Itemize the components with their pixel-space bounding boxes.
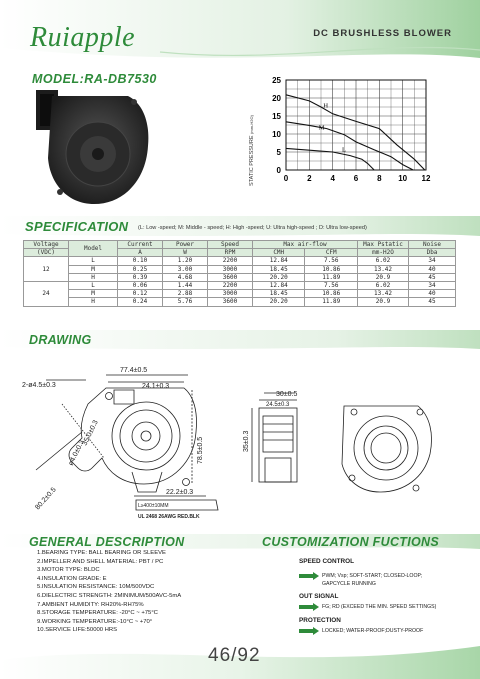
dim-d1: 24.1±0.3 bbox=[142, 383, 170, 390]
x-tick-label: 4 bbox=[330, 174, 335, 183]
blower-photo bbox=[32, 84, 152, 209]
speed-control-text: PWM; Vsp; SOFT-START; CLOSED-LOOP; GAPCYCLE RUNNING bbox=[322, 573, 423, 587]
table-cell: 12.84 bbox=[253, 281, 305, 289]
series-label-H: H bbox=[323, 102, 329, 110]
chart-ylabel: STATIC PRESSURE (mm-H2O) bbox=[249, 115, 255, 186]
th-unit-mmh2o: mm-H2O bbox=[358, 249, 409, 257]
general-item: 7.AMBIENT HUMIDITY: RH20%-RH75% bbox=[37, 601, 144, 608]
arrow-icon bbox=[299, 603, 319, 611]
th-unit-rpm: RPM bbox=[208, 249, 253, 257]
general-item: 4.INSULATION GRADE: E bbox=[37, 575, 107, 582]
x-tick-label: 0 bbox=[283, 174, 289, 183]
general-item: 1.BEARING TYPE: BALL BEARING OR SLEEVE bbox=[37, 550, 166, 556]
table-cell: M bbox=[69, 265, 118, 273]
table-cell: L bbox=[69, 257, 118, 265]
table-cell: 0.25 bbox=[118, 265, 163, 273]
dim-lead: L≥400±10MM bbox=[138, 503, 169, 509]
x-tick-label: 2 bbox=[307, 174, 312, 183]
general-item: 6.DIELECTRIC STRENGTH: 2MINIMUM/500AVC-5mA bbox=[37, 592, 182, 599]
series-line-H bbox=[286, 95, 425, 170]
table-cell: 34 bbox=[409, 281, 456, 289]
table-cell: 45 bbox=[409, 298, 456, 306]
table-cell: 3600 bbox=[208, 298, 253, 306]
table-row bbox=[24, 281, 456, 289]
out-signal-heading: OUT SIGNAL bbox=[299, 593, 339, 600]
table-cell: 4.68 bbox=[163, 273, 208, 281]
voltage-cell: 12 bbox=[24, 257, 69, 282]
general-item: 8.STORAGE TEMPERATURE: -20°C ~ +75°C bbox=[37, 610, 158, 617]
dim-side-h: 35±0.3 bbox=[243, 430, 250, 452]
series-line-L bbox=[286, 148, 374, 170]
dim-height: 78.5±0.5 bbox=[197, 436, 204, 464]
table-cell: 20.20 bbox=[253, 273, 305, 281]
th-model: Model bbox=[69, 241, 118, 257]
table-cell: 18.45 bbox=[253, 265, 305, 273]
table-cell: 3000 bbox=[208, 290, 253, 298]
table-cell: 40 bbox=[409, 290, 456, 298]
out-signal-text: FG; RD (EXCEED THE MIN. SPEED SETTINGS) bbox=[322, 604, 437, 610]
series-label-M: M bbox=[318, 124, 325, 132]
th-unit-w: W bbox=[163, 249, 208, 257]
table-cell: H bbox=[69, 298, 118, 306]
table-cell: 2200 bbox=[208, 257, 253, 265]
table-cell: 0.39 bbox=[118, 273, 163, 281]
th-airflow: Max air-flow bbox=[253, 241, 358, 249]
table-cell: 10.86 bbox=[305, 290, 358, 298]
th-unit-cmh: CMH bbox=[253, 249, 305, 257]
protection-heading: PROTECTION bbox=[299, 617, 341, 624]
y-tick-label: 15 bbox=[272, 112, 281, 121]
y-tick-label: 0 bbox=[276, 166, 281, 175]
th-current: Current bbox=[118, 241, 163, 249]
dim-d2: ø4.0±0.3 bbox=[67, 439, 86, 467]
header-title: DC BRUSHLESS BLOWER bbox=[313, 28, 452, 39]
th-speed: Speed bbox=[208, 241, 253, 249]
th-vdc: (VDC) bbox=[24, 249, 69, 257]
x-tick-label: 10 bbox=[398, 174, 408, 183]
table-cell: 13.42 bbox=[358, 290, 409, 298]
table-cell: 13.42 bbox=[358, 265, 409, 273]
table-cell: 0.10 bbox=[118, 257, 163, 265]
table-cell: 7.56 bbox=[305, 281, 358, 289]
speed-control-heading: SPEED CONTROL bbox=[299, 558, 355, 565]
table-cell: 6.02 bbox=[358, 281, 409, 289]
dim-wire: UL 2468 26AWG RED.BLK bbox=[138, 514, 200, 520]
dim-width: 77.4±0.5 bbox=[120, 367, 148, 374]
general-item: 9.WORKING TEMPERATURE:-10°C ~ +70° bbox=[37, 618, 153, 625]
chart-lines bbox=[286, 95, 425, 170]
th-pstatic: Max Pstatic bbox=[358, 241, 409, 249]
th-unit-dba: Dba bbox=[409, 249, 456, 257]
table-cell: 20.9 bbox=[358, 298, 409, 306]
table-row bbox=[24, 298, 456, 306]
dim-depth: 30±0.5 bbox=[276, 391, 298, 398]
y-tick-label: 10 bbox=[272, 130, 281, 139]
table-row bbox=[24, 257, 456, 265]
voltage-cell: 24 bbox=[24, 281, 69, 306]
general-item: 2.IMPELLER AND SHELL MATERIAL: PBT / PC bbox=[37, 558, 164, 565]
dim-outlet: 22.2±0.3 bbox=[166, 489, 194, 496]
table-cell: 6.02 bbox=[358, 257, 409, 265]
table-cell: 20.20 bbox=[253, 298, 305, 306]
general-title: GENERAL DESCRIPTION bbox=[29, 535, 185, 549]
custom-title: CUSTOMIZATION FUCTIONS bbox=[262, 535, 439, 549]
table-cell: 2.88 bbox=[163, 290, 208, 298]
table-cell: 7.56 bbox=[305, 257, 358, 265]
spec-table bbox=[23, 240, 456, 307]
table-cell: 3000 bbox=[208, 265, 253, 273]
table-cell: 2200 bbox=[208, 281, 253, 289]
spec-note: (L: Low -speed; M: Middle - speed; H: High -speed; U: Ultra high-speed ; D: Ultra low-speed) bbox=[138, 225, 367, 231]
dim-hole: 2-ø4.5±0.3 bbox=[22, 382, 56, 389]
table-cell: M bbox=[69, 290, 118, 298]
brand-logo: Ruiapple bbox=[30, 22, 136, 53]
table-cell: 10.86 bbox=[305, 265, 358, 273]
table-cell: 20.9 bbox=[358, 273, 409, 281]
table-cell: 12.84 bbox=[253, 257, 305, 265]
y-tick-label: 20 bbox=[272, 94, 281, 103]
general-item: 10.SERVICE LIFE:50000 HRS bbox=[37, 627, 118, 634]
dim-d3: 35.0±0.3 bbox=[81, 419, 100, 447]
table-cell: 0.06 bbox=[118, 281, 163, 289]
table-cell: 11.89 bbox=[305, 273, 358, 281]
table-cell: 18.45 bbox=[253, 290, 305, 298]
th-unit-cfm: CFM bbox=[305, 249, 358, 257]
spec-title: SPECIFICATION bbox=[25, 219, 129, 234]
table-row bbox=[24, 273, 456, 281]
performance-chart bbox=[240, 70, 440, 230]
th-power: Power bbox=[163, 241, 208, 249]
table-cell: 0.24 bbox=[118, 298, 163, 306]
x-tick-label: 12 bbox=[421, 174, 431, 183]
table-cell: 0.12 bbox=[118, 290, 163, 298]
table-cell: 3600 bbox=[208, 273, 253, 281]
series-label-L: L bbox=[342, 146, 346, 154]
table-cell: L bbox=[69, 281, 118, 289]
y-tick-label: 5 bbox=[276, 148, 281, 157]
table-cell: 11.89 bbox=[305, 298, 358, 306]
table-cell: H bbox=[69, 273, 118, 281]
x-tick-label: 6 bbox=[353, 174, 359, 183]
th-unit-a: A bbox=[118, 249, 163, 257]
protection-text: LOCKED; WATER-PROOF;DUSTY-PROOF bbox=[322, 628, 424, 634]
table-cell: 1.20 bbox=[163, 257, 208, 265]
drawing-title: DRAWING bbox=[29, 333, 92, 347]
arrow-icon bbox=[299, 572, 319, 580]
technical-drawing bbox=[22, 360, 466, 530]
model-title: MODEL:RA-DB7530 bbox=[32, 72, 157, 86]
th-noise: Noise bbox=[409, 241, 456, 249]
general-item: 3.MOTOR TYPE: BLDC bbox=[37, 567, 100, 574]
y-tick-label: 25 bbox=[272, 76, 281, 85]
th-voltage: Voltage bbox=[24, 241, 69, 249]
general-item: 5.INSULATION RESISTANCE: 10M/500VDC bbox=[37, 584, 155, 591]
page-number: 46/92 bbox=[208, 645, 261, 666]
table-cell: 5.76 bbox=[163, 298, 208, 306]
series-line-M bbox=[286, 122, 413, 170]
table-cell: 45 bbox=[409, 273, 456, 281]
table-cell: 40 bbox=[409, 265, 456, 273]
dim-diag: 80.2±0.5 bbox=[34, 486, 58, 512]
table-cell: 3.00 bbox=[163, 265, 208, 273]
table-row bbox=[24, 290, 456, 298]
table-cell: 34 bbox=[409, 257, 456, 265]
dim-depth2: 24.5±0.3 bbox=[266, 402, 290, 408]
x-tick-label: 8 bbox=[377, 174, 382, 183]
table-cell: 1.44 bbox=[163, 281, 208, 289]
table-row bbox=[24, 265, 456, 273]
